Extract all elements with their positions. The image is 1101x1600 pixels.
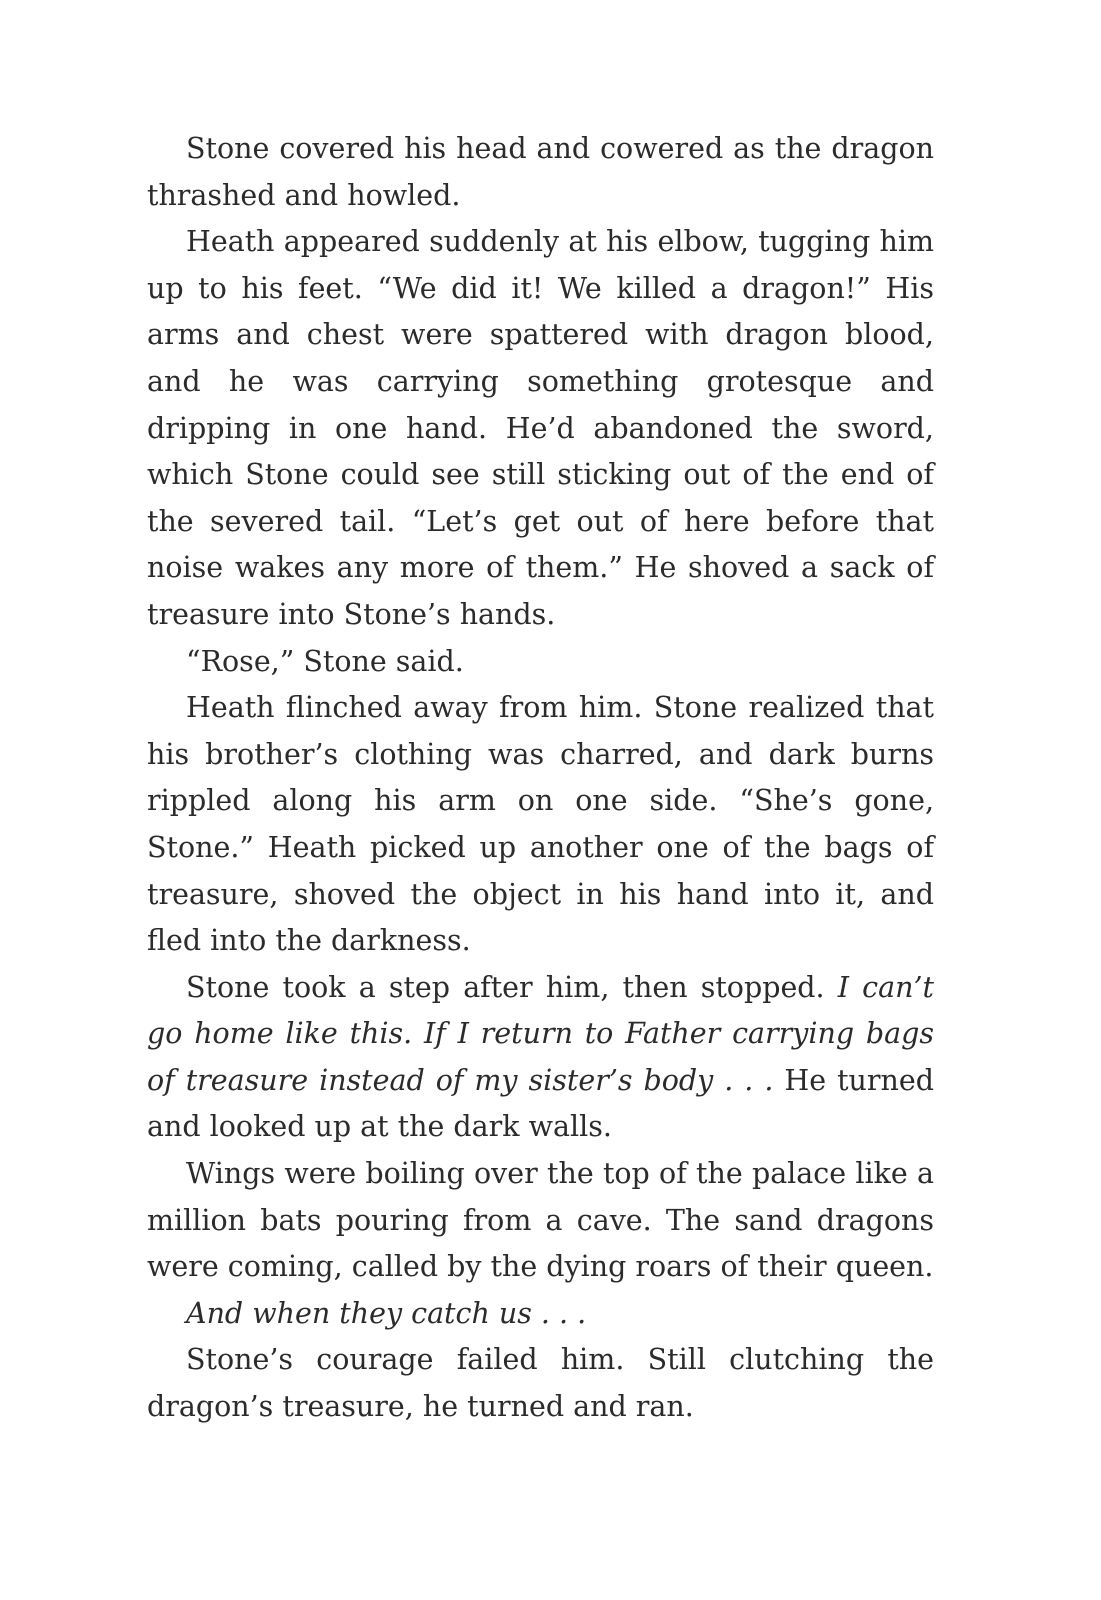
text-run: Heath flinched away from him. Stone realized that his brother’s clothing was charred, and dark burns rippled along his arm on one side. “She’s gone, Stone.” Heath picked up another one of the bags of treasure, shoved the object in his hand into it, and fled into the darkness. [147,691,934,958]
text-run: Stone took a step after him, then stopped. [186,970,838,1004]
paragraph [147,219,934,638]
text-run: He turned and looked up at the dark walls. [147,1063,934,1144]
italic-text-run: And when they catch us . . . [186,1296,587,1330]
text-run: Wings were boiling over the top of the palace like a million bats pouring from a cave. The sand dragons were coming, called by the dying roars of their queen. [147,1157,934,1284]
paragraph [147,965,934,1151]
paragraph [147,1151,934,1291]
text-run: Heath appeared suddenly at his elbow, tugging him up to his feet. “We did it! We killed a dragon!” His arms and chest were spattered with dragon blood, and he was carrying something grotesque and dripping in one hand. He’d abandoned the sword, which Stone could see still sticking out of the end of the severed tail. “Let’s get out of here before that noise wakes any more of them.” He shoved a sack of treasure into Stone’s hands. [147,225,934,631]
text-run: Stone’s courage failed him. Still clutching the dragon’s treasure, he turned and ran. [147,1343,934,1424]
italic-text-run: I can’t go home like this. If I return to Father carrying bags of treasure instead of my sister’s body . . . [147,970,934,1097]
paragraph [147,639,934,686]
body-text [147,126,934,1431]
paragraph [147,126,934,219]
text-run: Stone covered his head and cowered as the dragon thrashed and howled. [147,132,934,212]
paragraph [147,685,934,965]
text-run: “Rose,” Stone said. [186,644,464,678]
paragraph [147,1291,934,1338]
paragraph [147,1337,934,1430]
